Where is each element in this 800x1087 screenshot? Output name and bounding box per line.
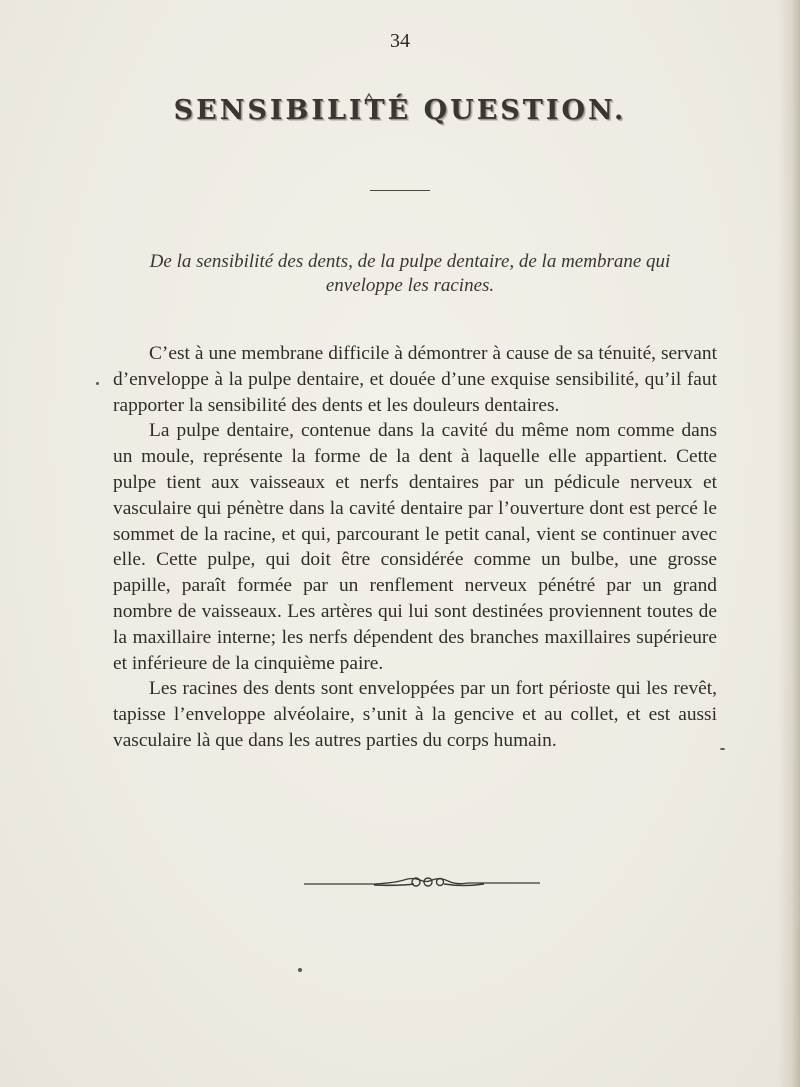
section-subtitle: De la sensibilité des dents, de la pulpe dentaire, de la membrane qui enveloppe les racines. [149,251,671,296]
ink-speck [720,748,725,750]
ink-speck [298,968,302,972]
ink-speck [96,382,99,385]
paragraph: Les racines des dents sont enveloppées par un fort périoste qui les revêt, tapisse l’enveloppe alvéolaire, s’unit à la gencive et au collet, et est aussi vasculaire là que dans les autres parties du corps humain. [113,678,717,751]
section-heading: SENSIBILITÉ QUESTION. [173,95,627,126]
body-text [113,341,717,754]
paragraph: La pulpe dentaire, contenue dans la cavité du même nom comme dans un moule, représente la forme de la dent à laquelle elle appartient. Cette pulpe tient aux vaisseaux et nerfs dentaires par un pédicule nerveux et vasculaire qui pénètre dans la cavité dentaire par l’ouverture dont est percé le sommet de la racine, et qui, parcourant le petit canal, vient se continuer avec elle. Cette pulpe, qui doit être considérée comme un bulbe, une grosse papille, paraît formée par un renflement nerveux pénétré par un grand nombre de vaisseaux. Les artères qui lui sont destinées proviennent toutes de la maxillaire interne; les nerfs dépendent des branches maxillaires supérieure et inférieure de la cinquième paire. [113,420,717,674]
page-edge-shadow [778,0,800,1087]
paragraph: C’est à une membrane difficile à démontrer à cause de sa ténuité, servant d’enveloppe à la pulpe dentaire, et douée d’une exquise sensibilité, qu’il faut rapporter la sensibilité des dents et les douleurs dentaires. [113,343,717,416]
page-number: 34 [390,30,410,52]
heading-rule [370,190,430,191]
tailpiece-ornament-icon [304,876,540,890]
